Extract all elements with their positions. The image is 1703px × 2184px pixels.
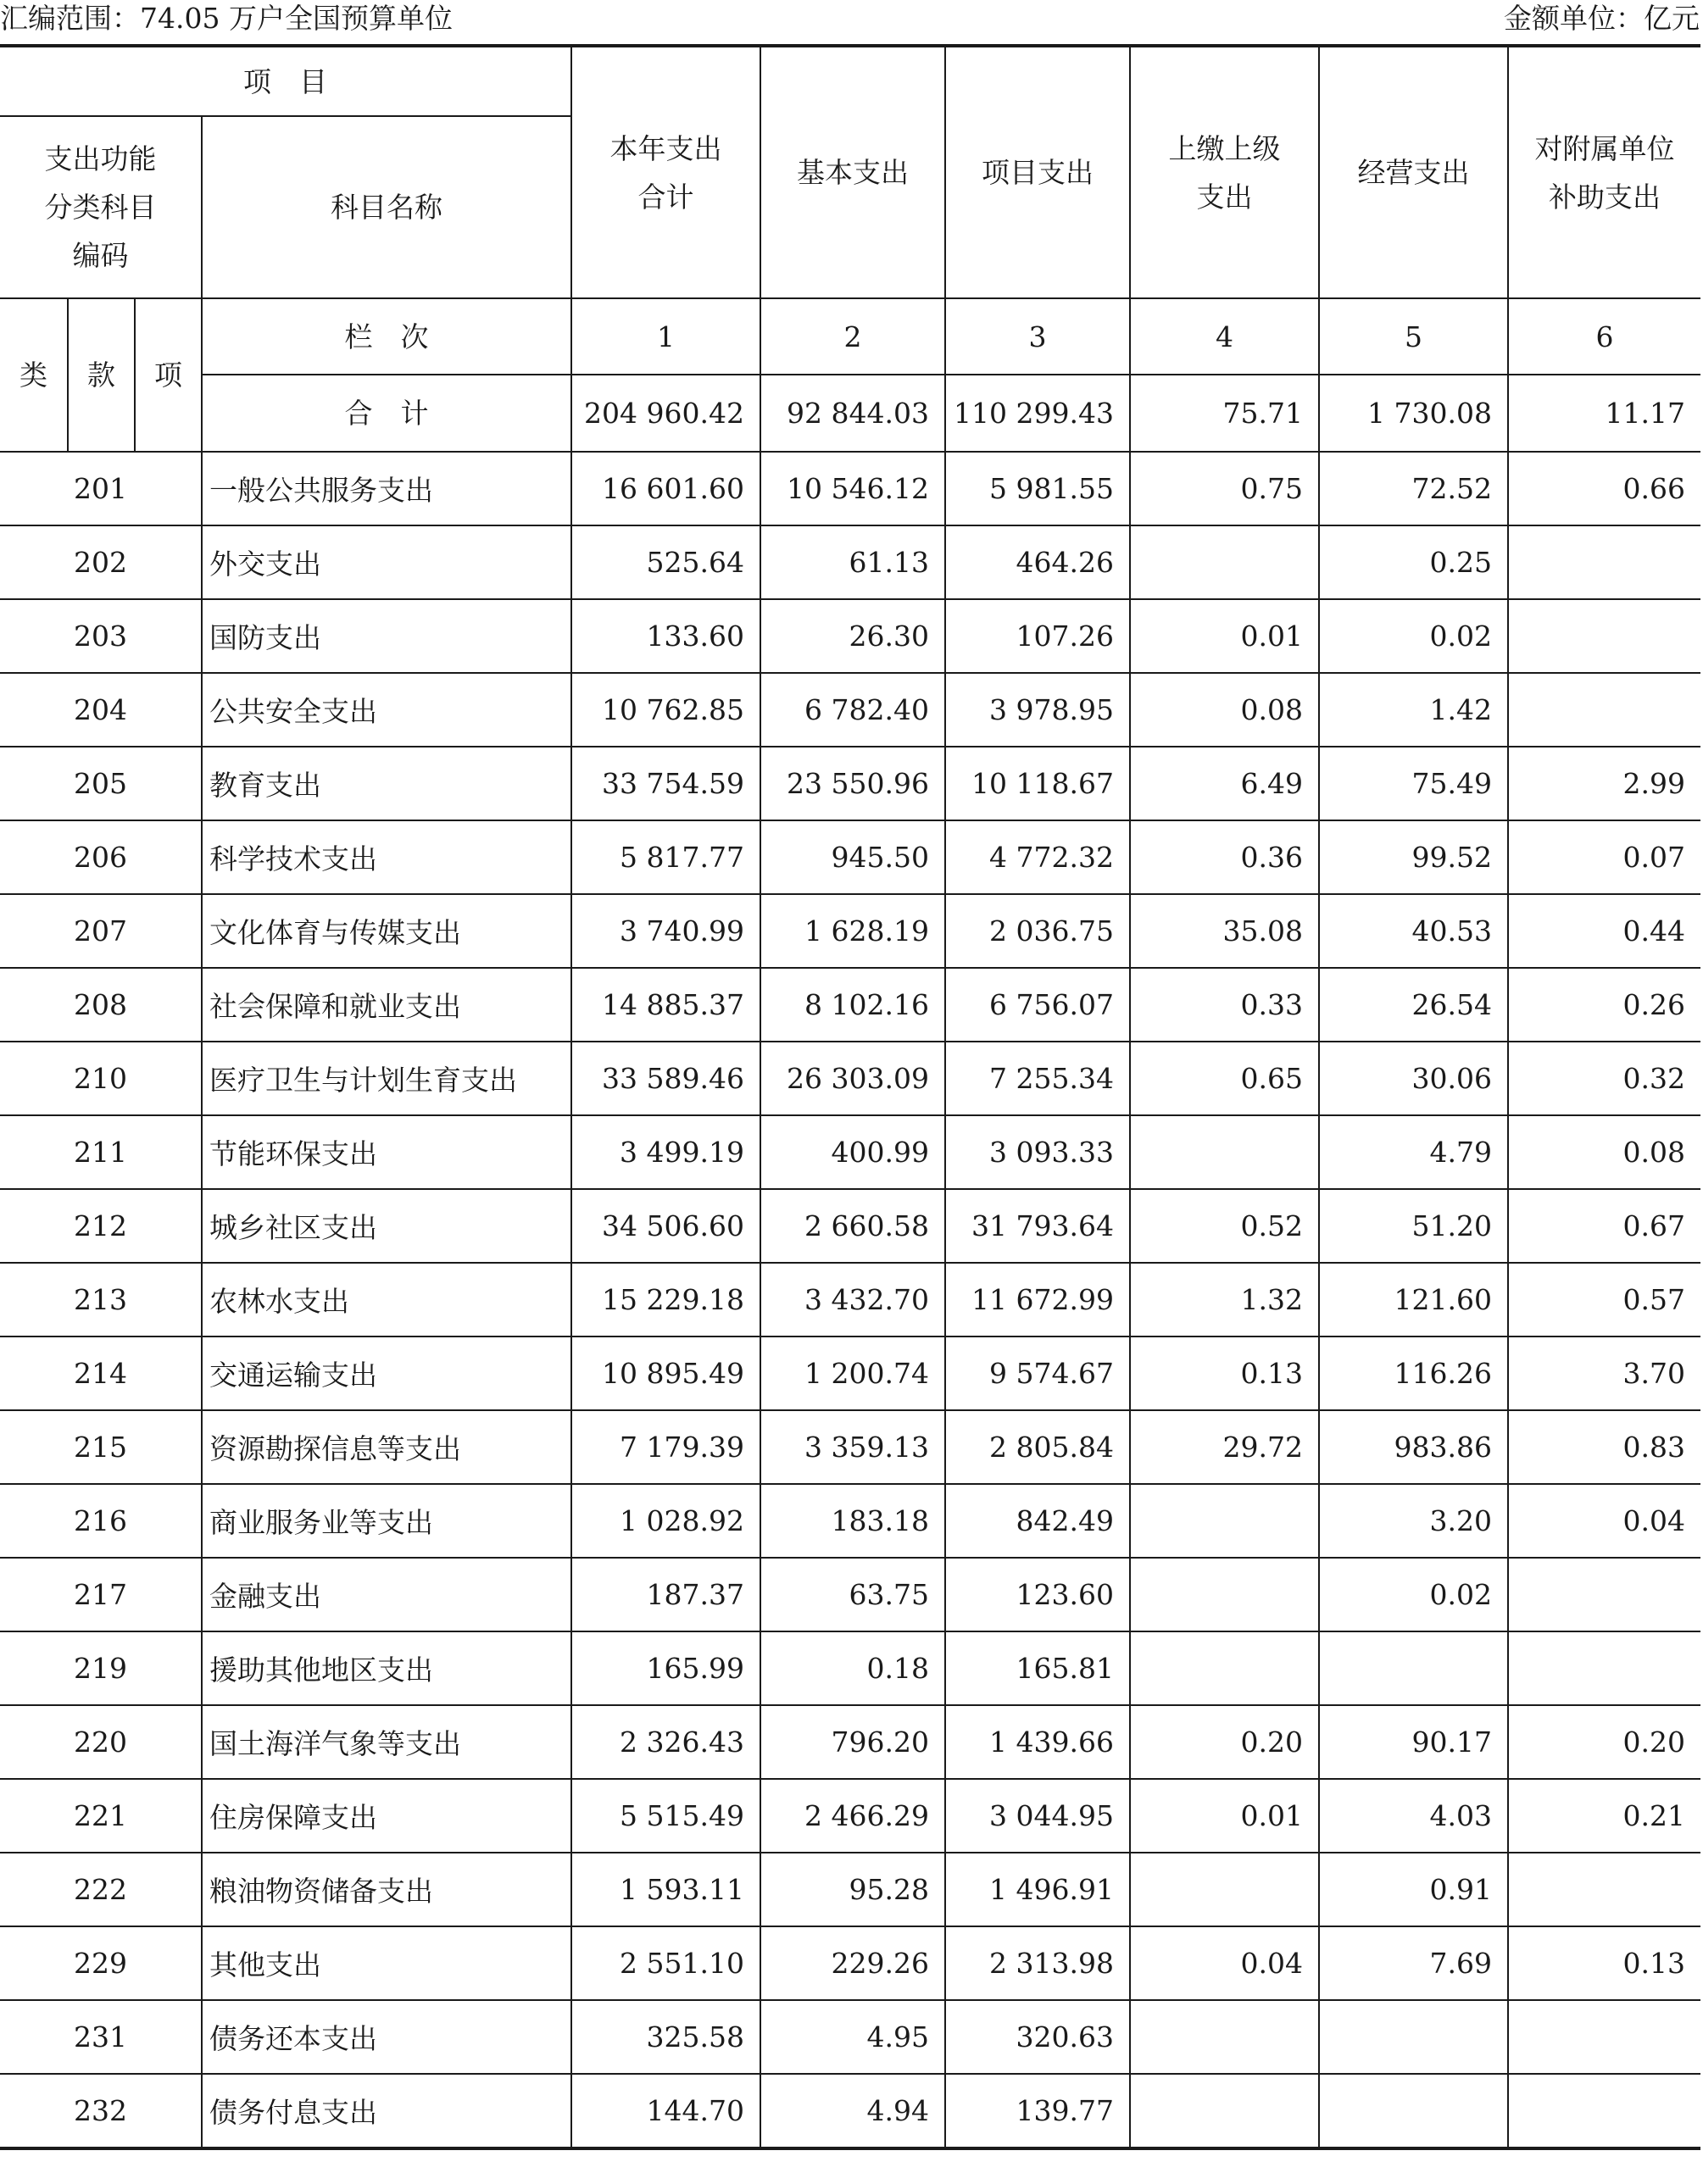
row-value-col-2: 61.13 [760, 525, 945, 599]
row-value-col-3: 2 805.84 [945, 1410, 1130, 1484]
row-value-col-4: 0.13 [1130, 1337, 1319, 1410]
row-value-col-3: 9 574.67 [945, 1337, 1130, 1410]
amount-unit: 金额单位：亿元 [1504, 2, 1700, 35]
table-row [0, 673, 1700, 747]
row-value-col-5: 0.25 [1319, 525, 1508, 599]
total-value: 11.17 [1508, 375, 1700, 452]
row-value-col-4: 0.36 [1130, 820, 1319, 894]
row-value-col-2: 1 200.74 [760, 1337, 945, 1410]
column-number-3: 3 [945, 298, 1130, 375]
row-value-col-2: 8 102.16 [760, 968, 945, 1042]
row-value-col-6: 0.07 [1508, 820, 1700, 894]
row-value-col-3: 10 118.67 [945, 747, 1130, 820]
row-value-col-3: 11 672.99 [945, 1263, 1130, 1337]
row-subject-name: 交通运输支出 [202, 1337, 571, 1410]
row-value-col-4: 0.65 [1130, 1042, 1319, 1115]
table-row [0, 525, 1700, 599]
row-subject-name: 科学技术支出 [202, 820, 571, 894]
row-value-col-1: 33 589.46 [571, 1042, 760, 1115]
row-value-col-3: 165.81 [945, 1631, 1130, 1705]
row-value-col-5: 40.53 [1319, 894, 1508, 968]
row-value-col-6: 0.21 [1508, 1779, 1700, 1853]
row-value-col-4: 0.08 [1130, 673, 1319, 747]
row-value-col-2: 26.30 [760, 599, 945, 673]
row-value-col-6 [1508, 525, 1700, 599]
row-code: 219 [0, 1631, 202, 1705]
row-value-col-5: 4.03 [1319, 1779, 1508, 1853]
row-value-col-4: 0.33 [1130, 968, 1319, 1042]
totals-label: 合 计 [202, 375, 571, 452]
header-col-business: 经营支出 [1319, 46, 1508, 298]
row-value-col-1: 3 740.99 [571, 894, 760, 968]
row-code: 217 [0, 1558, 202, 1631]
row-value-col-3: 320.63 [945, 2000, 1130, 2074]
row-subject-name: 住房保障支出 [202, 1779, 571, 1853]
header-lanci: 栏 次 [202, 298, 571, 375]
row-code: 232 [0, 2074, 202, 2148]
row-value-col-5: 0.02 [1319, 1558, 1508, 1631]
row-value-col-1: 133.60 [571, 599, 760, 673]
row-value-col-5 [1319, 2000, 1508, 2074]
row-value-col-2: 3 432.70 [760, 1263, 945, 1337]
row-code: 207 [0, 894, 202, 968]
row-value-col-3: 123.60 [945, 1558, 1130, 1631]
row-code: 205 [0, 747, 202, 820]
row-value-col-6: 0.13 [1508, 1926, 1700, 2000]
row-value-col-5: 90.17 [1319, 1705, 1508, 1779]
row-value-col-6: 0.04 [1508, 1484, 1700, 1558]
row-value-col-5: 3.20 [1319, 1484, 1508, 1558]
row-code: 221 [0, 1779, 202, 1853]
total-value: 92 844.03 [760, 375, 945, 452]
row-value-col-3: 4 772.32 [945, 820, 1130, 894]
row-value-col-6: 0.66 [1508, 452, 1700, 525]
row-value-col-2: 63.75 [760, 1558, 945, 1631]
row-subject-name: 国土海洋气象等支出 [202, 1705, 571, 1779]
table-row [0, 2074, 1700, 2148]
table-row [0, 1484, 1700, 1558]
row-value-col-4 [1130, 1631, 1319, 1705]
row-value-col-6 [1508, 673, 1700, 747]
row-value-col-1: 165.99 [571, 1631, 760, 1705]
row-value-col-2: 4.94 [760, 2074, 945, 2148]
header-col-total [571, 46, 760, 298]
row-value-col-2: 6 782.40 [760, 673, 945, 747]
row-value-col-5: 51.20 [1319, 1189, 1508, 1263]
row-code: 214 [0, 1337, 202, 1410]
row-value-col-1: 1 593.11 [571, 1853, 760, 1926]
table-row [0, 1115, 1700, 1189]
row-value-col-3: 6 756.07 [945, 968, 1130, 1042]
row-value-col-3: 3 978.95 [945, 673, 1130, 747]
row-value-col-3: 7 255.34 [945, 1042, 1130, 1115]
row-value-col-2: 2 660.58 [760, 1189, 945, 1263]
row-subject-name: 国防支出 [202, 599, 571, 673]
row-value-col-1: 7 179.39 [571, 1410, 760, 1484]
row-value-col-3: 3 044.95 [945, 1779, 1130, 1853]
row-value-col-2: 4.95 [760, 2000, 945, 2074]
total-value: 204 960.42 [571, 375, 760, 452]
row-value-col-6: 0.32 [1508, 1042, 1700, 1115]
table-row [0, 1926, 1700, 2000]
header-row-lanci [0, 298, 1700, 375]
row-value-col-2: 796.20 [760, 1705, 945, 1779]
total-value: 110 299.43 [945, 375, 1130, 452]
budget-expenditure-table [0, 44, 1700, 2150]
compilation-scope: 汇编范围：74.05 万户全国预算单位 [0, 2, 453, 35]
row-value-col-6: 0.57 [1508, 1263, 1700, 1337]
header-col-total-line1: 本年支出 [609, 131, 722, 165]
header-xiangmu: 项 目 [0, 46, 571, 116]
row-value-col-4 [1130, 1853, 1319, 1926]
header-col-total-line2: 合计 [637, 180, 694, 214]
totals-row [0, 375, 1700, 452]
row-value-col-1: 525.64 [571, 525, 760, 599]
header-xiang: 项 [135, 298, 202, 452]
header-col-remit-line2: 支出 [1196, 180, 1253, 214]
header-code-line2: 分类科目 [44, 191, 157, 224]
header-col-subsidy [1508, 46, 1700, 298]
row-value-col-6: 0.83 [1508, 1410, 1700, 1484]
column-number-2: 2 [760, 298, 945, 375]
row-value-col-3: 31 793.64 [945, 1189, 1130, 1263]
header-kuan: 款 [68, 298, 135, 452]
row-value-col-6 [1508, 2074, 1700, 2148]
row-value-col-1: 33 754.59 [571, 747, 760, 820]
table-row [0, 599, 1700, 673]
row-value-col-3: 5 981.55 [945, 452, 1130, 525]
row-code: 203 [0, 599, 202, 673]
row-value-col-3: 2 313.98 [945, 1926, 1130, 2000]
column-number-1: 1 [571, 298, 760, 375]
row-code: 211 [0, 1115, 202, 1189]
row-code: 206 [0, 820, 202, 894]
header-col-basic: 基本支出 [760, 46, 945, 298]
row-value-col-4: 29.72 [1130, 1410, 1319, 1484]
row-value-col-3: 464.26 [945, 525, 1130, 599]
row-value-col-1: 3 499.19 [571, 1115, 760, 1189]
row-value-col-4: 35.08 [1130, 894, 1319, 968]
row-code: 213 [0, 1263, 202, 1337]
row-value-col-4 [1130, 525, 1319, 599]
row-value-col-5 [1319, 1631, 1508, 1705]
row-value-col-2: 2 466.29 [760, 1779, 945, 1853]
row-value-col-1: 1 028.92 [571, 1484, 760, 1558]
row-code: 220 [0, 1705, 202, 1779]
row-value-col-6: 2.99 [1508, 747, 1700, 820]
row-code: 212 [0, 1189, 202, 1263]
row-subject-name: 债务还本支出 [202, 2000, 571, 2074]
row-value-col-2: 1 628.19 [760, 894, 945, 968]
row-value-col-4: 0.20 [1130, 1705, 1319, 1779]
header-lei: 类 [0, 298, 68, 452]
row-value-col-4 [1130, 2074, 1319, 2148]
row-value-col-3: 3 093.33 [945, 1115, 1130, 1189]
row-value-col-3: 2 036.75 [945, 894, 1130, 968]
row-value-col-6: 3.70 [1508, 1337, 1700, 1410]
row-value-col-2: 95.28 [760, 1853, 945, 1926]
row-value-col-1: 15 229.18 [571, 1263, 760, 1337]
row-value-col-4: 0.01 [1130, 1779, 1319, 1853]
row-value-col-5: 121.60 [1319, 1263, 1508, 1337]
table-row [0, 1631, 1700, 1705]
table-caption [0, 0, 1703, 42]
row-value-col-4 [1130, 1558, 1319, 1631]
header-code-line1: 支出功能 [44, 142, 157, 175]
row-value-col-2: 945.50 [760, 820, 945, 894]
row-value-col-1: 2 551.10 [571, 1926, 760, 2000]
header-col-remit-line1: 上缴上级 [1168, 131, 1281, 165]
row-code: 202 [0, 525, 202, 599]
row-value-col-5: 116.26 [1319, 1337, 1508, 1410]
row-subject-name: 一般公共服务支出 [202, 452, 571, 525]
row-value-col-6 [1508, 2000, 1700, 2074]
row-value-col-6 [1508, 599, 1700, 673]
row-subject-name: 其他支出 [202, 1926, 571, 2000]
row-value-col-4: 0.52 [1130, 1189, 1319, 1263]
row-value-col-1: 5 817.77 [571, 820, 760, 894]
row-subject-name: 公共安全支出 [202, 673, 571, 747]
row-value-col-5: 0.91 [1319, 1853, 1508, 1926]
row-value-col-4: 6.49 [1130, 747, 1319, 820]
row-value-col-5: 26.54 [1319, 968, 1508, 1042]
row-code: 229 [0, 1926, 202, 2000]
row-value-col-2: 0.18 [760, 1631, 945, 1705]
row-value-col-1: 16 601.60 [571, 452, 760, 525]
row-subject-name: 农林水支出 [202, 1263, 571, 1337]
table-row [0, 894, 1700, 968]
row-code: 216 [0, 1484, 202, 1558]
total-value: 1 730.08 [1319, 375, 1508, 452]
row-value-col-1: 10 762.85 [571, 673, 760, 747]
row-code: 222 [0, 1853, 202, 1926]
table-row [0, 1705, 1700, 1779]
table-row [0, 1189, 1700, 1263]
row-value-col-4: 0.75 [1130, 452, 1319, 525]
row-subject-name: 商业服务业等支出 [202, 1484, 571, 1558]
header-col-subsidy-line1: 对附属单位 [1534, 131, 1675, 165]
row-value-col-5: 1.42 [1319, 673, 1508, 747]
header-row-1 [0, 46, 1700, 116]
table-row [0, 747, 1700, 820]
column-number-5: 5 [1319, 298, 1508, 375]
row-value-col-4 [1130, 2000, 1319, 2074]
header-col-subsidy-line2: 补助支出 [1549, 180, 1661, 214]
row-subject-name: 粮油物资储备支出 [202, 1853, 571, 1926]
row-value-col-4: 1.32 [1130, 1263, 1319, 1337]
row-value-col-1: 325.58 [571, 2000, 760, 2074]
row-subject-name: 金融支出 [202, 1558, 571, 1631]
table-row [0, 2000, 1700, 2074]
row-subject-name: 文化体育与传媒支出 [202, 894, 571, 968]
row-value-col-1: 10 895.49 [571, 1337, 760, 1410]
row-value-col-5: 30.06 [1319, 1042, 1508, 1115]
header-code-line3: 编码 [72, 239, 129, 272]
row-code: 215 [0, 1410, 202, 1484]
row-value-col-4 [1130, 1115, 1319, 1189]
row-value-col-4: 0.01 [1130, 599, 1319, 673]
row-subject-name: 教育支出 [202, 747, 571, 820]
row-value-col-2: 23 550.96 [760, 747, 945, 820]
row-subject-name: 节能环保支出 [202, 1115, 571, 1189]
row-value-col-2: 183.18 [760, 1484, 945, 1558]
row-subject-name: 援助其他地区支出 [202, 1631, 571, 1705]
row-subject-name: 债务付息支出 [202, 2074, 571, 2148]
row-value-col-2: 10 546.12 [760, 452, 945, 525]
table-row [0, 1263, 1700, 1337]
row-code: 204 [0, 673, 202, 747]
table-row [0, 1410, 1700, 1484]
row-value-col-3: 139.77 [945, 2074, 1130, 2148]
header-subject-name: 科目名称 [202, 116, 571, 298]
column-number-4: 4 [1130, 298, 1319, 375]
row-value-col-2: 229.26 [760, 1926, 945, 2000]
table-row [0, 1779, 1700, 1853]
row-value-col-5: 72.52 [1319, 452, 1508, 525]
row-value-col-3: 842.49 [945, 1484, 1130, 1558]
header-col-project: 项目支出 [945, 46, 1130, 298]
row-value-col-4: 0.04 [1130, 1926, 1319, 2000]
row-value-col-6 [1508, 1631, 1700, 1705]
row-value-col-1: 34 506.60 [571, 1189, 760, 1263]
row-code: 201 [0, 452, 202, 525]
row-subject-name: 社会保障和就业支出 [202, 968, 571, 1042]
table-row [0, 968, 1700, 1042]
row-value-col-5: 75.49 [1319, 747, 1508, 820]
header-code-group [0, 116, 202, 298]
row-code: 231 [0, 2000, 202, 2074]
row-value-col-4 [1130, 1484, 1319, 1558]
row-subject-name: 资源勘探信息等支出 [202, 1410, 571, 1484]
row-value-col-6 [1508, 1558, 1700, 1631]
row-value-col-6: 0.67 [1508, 1189, 1700, 1263]
row-value-col-2: 26 303.09 [760, 1042, 945, 1115]
column-number-6: 6 [1508, 298, 1700, 375]
row-value-col-2: 3 359.13 [760, 1410, 945, 1484]
total-value: 75.71 [1130, 375, 1319, 452]
row-value-col-5: 0.02 [1319, 599, 1508, 673]
row-value-col-5: 4.79 [1319, 1115, 1508, 1189]
header-col-remit [1130, 46, 1319, 298]
row-value-col-2: 400.99 [760, 1115, 945, 1189]
row-value-col-1: 187.37 [571, 1558, 760, 1631]
row-value-col-6: 0.08 [1508, 1115, 1700, 1189]
row-value-col-6 [1508, 1853, 1700, 1926]
table-row [0, 1042, 1700, 1115]
row-value-col-3: 107.26 [945, 599, 1130, 673]
row-value-col-6: 0.20 [1508, 1705, 1700, 1779]
row-value-col-5 [1319, 2074, 1508, 2148]
row-value-col-6: 0.26 [1508, 968, 1700, 1042]
row-code: 210 [0, 1042, 202, 1115]
row-value-col-3: 1 496.91 [945, 1853, 1130, 1926]
table-row [0, 1558, 1700, 1631]
row-value-col-1: 2 326.43 [571, 1705, 760, 1779]
row-value-col-6: 0.44 [1508, 894, 1700, 968]
row-subject-name: 城乡社区支出 [202, 1189, 571, 1263]
row-value-col-5: 99.52 [1319, 820, 1508, 894]
row-value-col-5: 983.86 [1319, 1410, 1508, 1484]
row-value-col-1: 14 885.37 [571, 968, 760, 1042]
table-row [0, 1337, 1700, 1410]
row-value-col-1: 144.70 [571, 2074, 760, 2148]
table-row [0, 820, 1700, 894]
row-value-col-5: 7.69 [1319, 1926, 1508, 2000]
row-subject-name: 医疗卫生与计划生育支出 [202, 1042, 571, 1115]
row-value-col-3: 1 439.66 [945, 1705, 1130, 1779]
row-value-col-1: 5 515.49 [571, 1779, 760, 1853]
row-subject-name: 外交支出 [202, 525, 571, 599]
table-row [0, 452, 1700, 525]
row-code: 208 [0, 968, 202, 1042]
table-row [0, 1853, 1700, 1926]
